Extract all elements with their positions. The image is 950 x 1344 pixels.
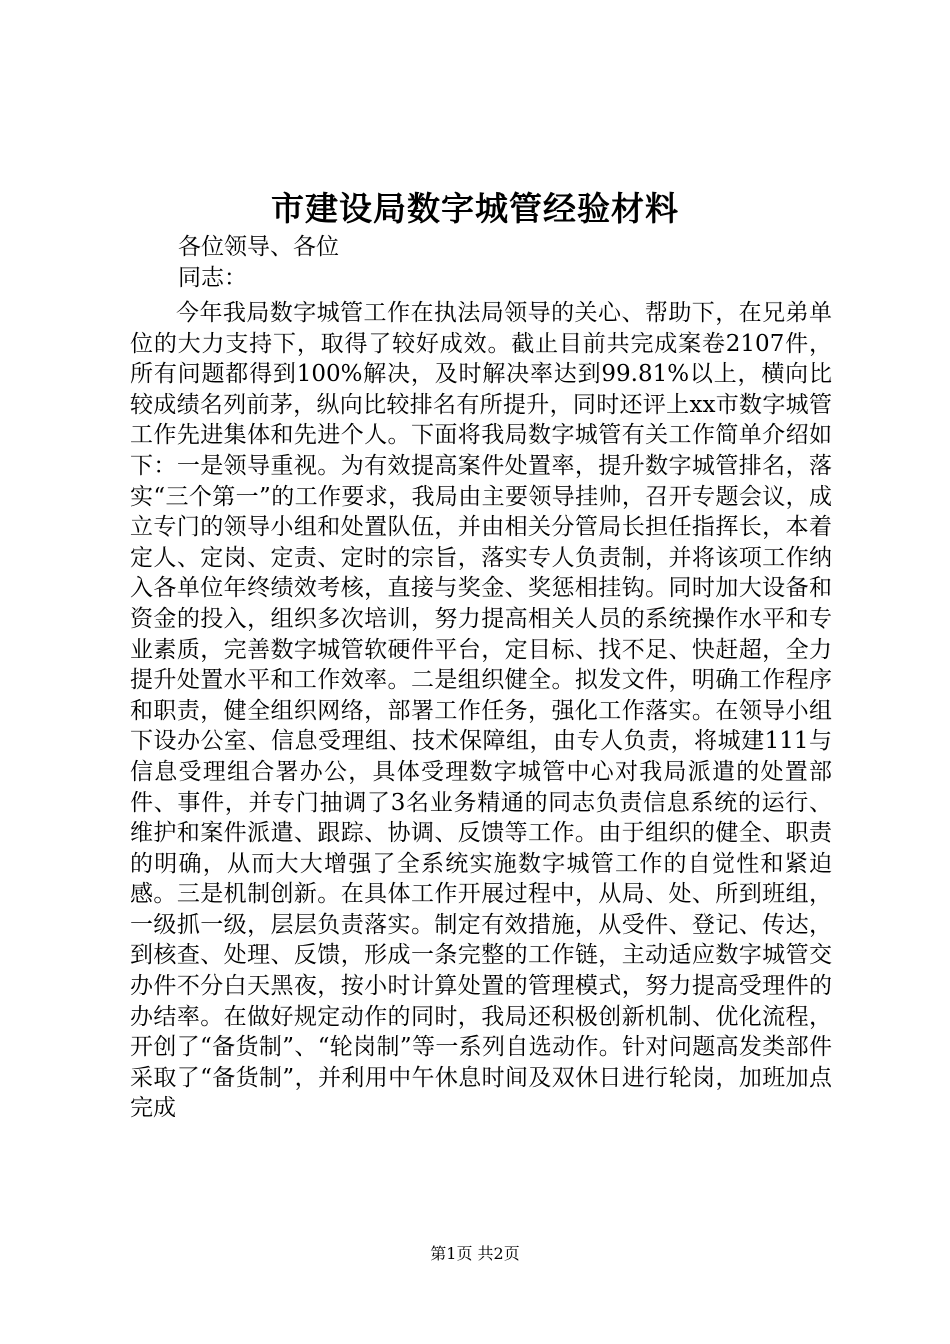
- body-paragraph: 今年我局数字城管工作在执法局领导的关心、帮助下，在兄弟单位的大力支持下，取得了较好成效。截止目前共完成案卷2107件，所有问题都得到100%解决，及时解决率达到99.81%以上，横向比较成绩名列前茅，纵向比较排名有所提升，同时还评上xx市数字城管工作先进集体和先进个人。下面将我局数字城管有关工作简单介绍如下：一是领导重视。为有效提高案件处置率，提升数字城管排名，落实“三个第一”的工作要求，我局由主要领导挂帅，召开专题会议，成立专门的领导小组和处置队伍，并由相关分管局长担任指挥长，本着定人、定岗、定责、定时的宗旨，落实专人负责制，并将该项工作纳入各单位年终绩效考核，直接与奖金、奖惩相挂钩。同时加大设备和资金的投入，组织多次培训，努力提高相关人员的系统操作水平和专业素质，完善数字城管软硬件平台，定目标、找不足、快赶超，全力提升处置水平和工作效率。二是组织健全。拟发文件，明确工作程序和职责，健全组织网络，部署工作任务，强化工作落实。在领导小组下设办公室、信息受理组、技术保障组，由专人负责，将城建111与信息受理组合署办公，具体受理数字城管中心对我局派遣的处置部件、事件，并专门抽调了3名业务精通的同志负责信息系统的运行、维护和案件派遣、跟踪、协调、反馈等工作。由于组织的健全、职责的明确，从而大大增强了全系统实施数字城管工作的自觉性和紧迫感。三是机制创新。在具体工作开展过程中，从局、处、所到班组，一级抓一级，层层负责落实。制定有效措施，从受件、登记、传达，到核查、处理、反馈，形成一条完整的工作链，主动适应数字城管交办件不分白天黑夜，按小时计算处置的管理模式，努力提高受理件的办结率。在做好规定动作的同时，我局还积极创新机制、优化流程，开创了“备货制”、“轮岗制”等一系列自选动作。针对问题高发类部件采取了“备货制”，并利用中午休息时间及双休日进行轮岗，加班加点完成: [130, 300, 832, 1122]
- page-footer: 第1页 共2页: [430, 1244, 520, 1263]
- salutation-line-1: 各位领导、各位: [178, 234, 339, 260]
- salutation-line-2: 同志：: [178, 264, 247, 291]
- salutation: [178, 232, 339, 293]
- document-title: 市建设局数字城管经验材料: [271, 189, 679, 228]
